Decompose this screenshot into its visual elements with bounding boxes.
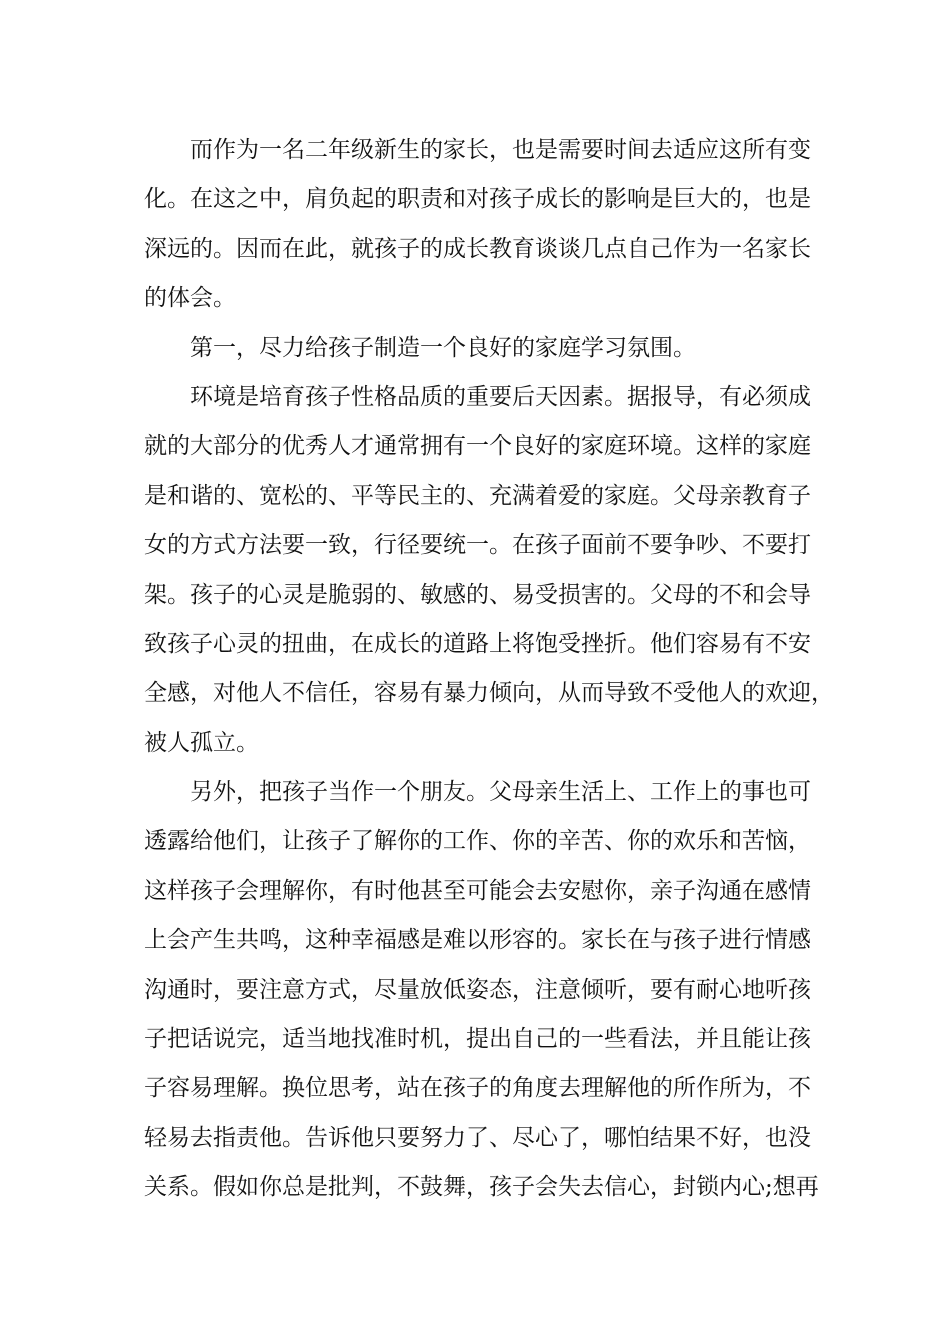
paragraph-line: 轻易去指责他。告诉他只要努力了、尽心了，哪怕结果不好，也没 [144, 1124, 811, 1151]
paragraph-line: 透露给他们，让孩子了解你的工作、你的辛苦、你的欢乐和苦恼， [144, 828, 811, 855]
paragraph-line: 就的大部分的优秀人才通常拥有一个良好的家庭环境。这样的家庭 [144, 433, 811, 460]
paragraph-line: 致孩子心灵的扭曲，在成长的道路上将饱受挫折。他们容易有不安 [144, 630, 811, 657]
paragraph-line: 化。在这之中，肩负起的职责和对孩子成长的影响是巨大的，也是 [144, 186, 811, 213]
paragraph-line: 子把话说完，适当地找准时机，提出自己的一些看法，并且能让孩 [144, 1026, 811, 1053]
paragraph-line: 上会产生共鸣，这种幸福感是难以形容的。家长在与孩子进行情感 [144, 927, 811, 954]
paragraph-line: 深远的。因而在此，就孩子的成长教育谈谈几点自己作为一名家长 [144, 235, 811, 262]
paragraph-line: 是和谐的、宽松的、平等民主的、充满着爱的家庭。父母亲教育子 [144, 482, 811, 509]
document-body [144, 126, 834, 1213]
paragraph-line: 沟通时，要注意方式，尽量放低姿态，注意倾听，要有耐心地听孩 [144, 976, 811, 1003]
paragraph-line: 子容易理解。换位思考，站在孩子的角度去理解他的所作所为，不 [144, 1075, 811, 1102]
paragraph-line: 这样孩子会理解你，有时他甚至可能会去安慰你，亲子沟通在感情 [144, 877, 811, 904]
paragraph-line: 全感，对他人不信任，容易有暴力倾向，从而导致不受他人的欢迎， [144, 680, 834, 707]
paragraph-line: 另外，把孩子当作一个朋友。父母亲生活上、工作上的事也可 [190, 779, 811, 806]
paragraph-line: 被人孤立。 [144, 729, 259, 756]
paragraph-line: 环境是培育孩子性格品质的重要后天因素。据报导，有必须成 [190, 383, 811, 410]
paragraph-line: 关系。假如你总是批判，不鼓舞，孩子会失去信心，封锁内心;想再 [144, 1174, 819, 1201]
paragraph-line: 架。孩子的心灵是脆弱的、敏感的、易受损害的。父母的不和会导 [144, 581, 811, 608]
paragraph-line: 的体会。 [144, 285, 236, 312]
paragraph-line: 而作为一名二年级新生的家长，也是需要时间去适应这所有变 [190, 137, 811, 163]
paragraph-line: 女的方式方法要一致，行径要统一。在孩子面前不要争吵、不要打 [144, 532, 811, 559]
section-heading-line: 第一，尽力给孩子制造一个良好的家庭学习氛围。 [190, 334, 696, 361]
